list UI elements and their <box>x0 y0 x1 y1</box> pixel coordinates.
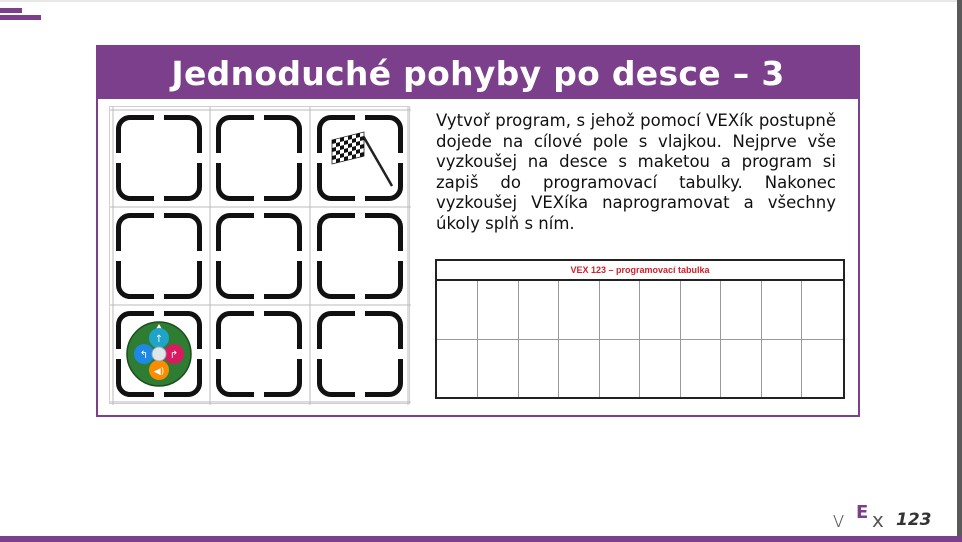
game-board <box>109 106 410 404</box>
slide-title: Jednoduché pohyby po desce – 3 <box>171 53 785 93</box>
footer-accent-bar <box>0 536 962 542</box>
board-cell[interactable] <box>216 311 302 397</box>
logo-letter-v: v <box>832 508 846 533</box>
slide-card <box>96 45 860 417</box>
corner-accent-bar-bottom <box>0 15 41 20</box>
board-cell-start[interactable] <box>116 311 202 397</box>
instructions-text: Vytvoř program, s jehož pomocí VEXík postupně dojede na cílové pole s vlajkou. Nejprve vše vyzkoušej na desce s maketou a program si zapiš do programovací tabulky. Nakonec vyzkoušej VEXíka naprogramovat a všechny úkoly splň s ním. <box>436 111 836 233</box>
vex123-logo <box>832 502 944 533</box>
board-cell[interactable] <box>317 213 403 299</box>
board-cell[interactable] <box>116 115 202 201</box>
board-cell[interactable] <box>216 213 302 299</box>
svg-text:↑: ↑ <box>154 334 164 345</box>
svg-text:↱: ↱ <box>169 350 179 361</box>
programming-table <box>435 259 845 399</box>
slide-header <box>98 47 858 99</box>
flag-icon <box>322 120 398 196</box>
window-right-edge <box>957 0 962 542</box>
logo-letter-x: x <box>872 508 884 532</box>
board-cell-goal[interactable] <box>317 115 403 201</box>
logo-letter-e: E <box>856 502 869 523</box>
logo-number: 123 <box>896 510 932 530</box>
programming-table-title: VEX 123 – programovací tabulka <box>437 261 843 281</box>
robot-icon[interactable] <box>121 316 197 392</box>
corner-accent-bar-top <box>0 8 22 13</box>
svg-text:↰: ↰ <box>139 350 149 361</box>
board-cell[interactable] <box>216 115 302 201</box>
board-cell[interactable] <box>317 311 403 397</box>
window-top-edge <box>0 0 962 2</box>
svg-text:◀): ◀) <box>153 367 165 377</box>
programming-table-grid <box>437 281 843 397</box>
board-cell[interactable] <box>116 213 202 299</box>
